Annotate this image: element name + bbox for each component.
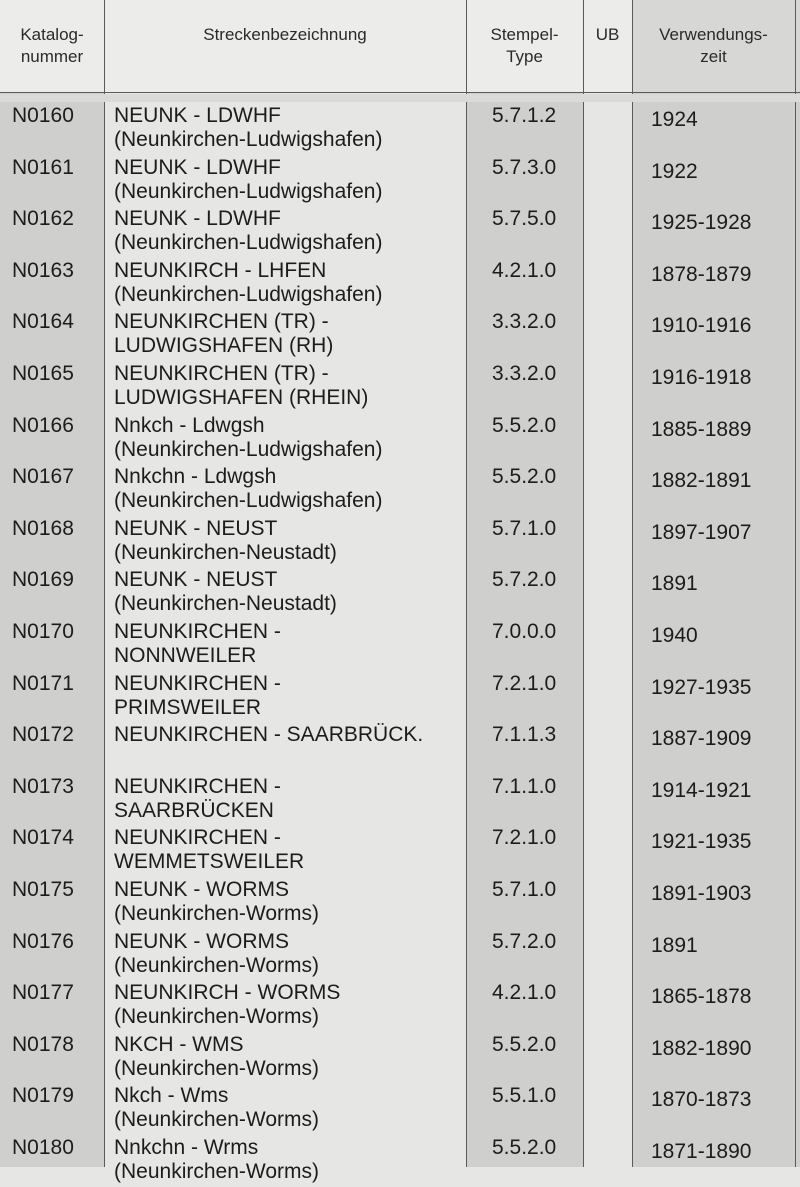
route-line1: NKCH - WMS [114, 1032, 244, 1056]
table-row [0, 259, 800, 311]
route-name [114, 1084, 319, 1132]
usage-time: 1927-1935 [651, 675, 752, 699]
usage-time: 1940 [651, 623, 698, 647]
catalog-number: N0177 [12, 981, 74, 1005]
route-line1: NEUNKIRCHEN (TR) - [114, 361, 329, 385]
catalog-number: N0165 [12, 361, 74, 385]
usage-time: 1887-1909 [651, 727, 752, 751]
route-name [114, 1033, 319, 1081]
stamp-type: 7.2.1.0 [492, 826, 557, 850]
catalog-number: N0180 [12, 1135, 74, 1159]
route-line2: (Neunkirchen-Worms) [114, 1005, 319, 1029]
catalog-number: N0172 [12, 723, 74, 747]
table-row [0, 775, 800, 827]
header-type-line1: Stempel- [490, 25, 559, 44]
route-name [114, 826, 304, 874]
catalog-number: N0174 [12, 826, 74, 850]
route-name [114, 930, 319, 978]
catalog-number: N0170 [12, 619, 74, 643]
header-time-line1: Verwendungs- [659, 25, 768, 44]
route-line2: (Neunkirchen-Worms) [114, 953, 319, 977]
catalog-number: N0164 [12, 310, 74, 334]
route-line2: WEMMETSWEILER [114, 850, 305, 874]
stamp-type: 5.5.1.0 [492, 1084, 557, 1108]
route-line1: Nnkchn - Ldwgsh [114, 465, 277, 489]
route-line1: NEUNKIRCHEN - [114, 671, 281, 695]
stamp-type: 5.5.2.0 [492, 465, 557, 489]
header-number-line1: Katalog- [20, 25, 84, 44]
catalog-number: N0173 [12, 774, 74, 798]
header-ub-label: UB [595, 25, 620, 44]
route-line2: (Neunkirchen-Worms) [114, 1159, 319, 1183]
route-line2: (Neunkirchen-Neustadt) [114, 540, 337, 564]
route-line1: NEUNKIRCH - WORMS [114, 981, 341, 1005]
route-name [114, 156, 382, 204]
route-line1: Nkch - Wms [114, 1084, 229, 1108]
usage-time: 1885-1889 [651, 417, 752, 441]
route-line1: NEUNK - LDWHF [114, 104, 281, 127]
stamp-type: 5.5.2.0 [492, 413, 557, 437]
catalog-number: N0160 [12, 104, 74, 127]
stamp-type: 3.3.2.0 [492, 310, 557, 334]
table-row [0, 878, 800, 930]
stamp-type: 5.7.3.0 [492, 155, 557, 179]
route-line2: (Neunkirchen-Neustadt) [114, 592, 337, 616]
table-row [0, 207, 800, 259]
stamp-type: 7.0.0.0 [492, 619, 557, 643]
route-line1: NEUNK - WORMS [114, 877, 289, 901]
header-ub [583, 0, 632, 92]
route-line1: NEUNK - LDWHF [114, 207, 281, 231]
table-row [0, 1084, 800, 1136]
header-divider [0, 92, 800, 93]
route-line1: NEUNKIRCHEN (TR) - [114, 310, 329, 334]
route-line2: (Neunkirchen-Ludwigshafen) [114, 489, 383, 513]
stamp-type: 5.7.1.0 [492, 516, 557, 540]
route-line2: (Neunkirchen-Ludwigshafen) [114, 179, 383, 203]
stamp-type: 5.7.5.0 [492, 207, 557, 231]
catalog-rows [0, 104, 800, 1187]
route-line2: (Neunkirchen-Ludwigshafen) [114, 282, 383, 306]
route-line2: (Neunkirchen-Ludwigshafen) [114, 437, 383, 461]
route-line1: NEUNKIRCHEN - SAARBRÜCK. [114, 723, 424, 747]
route-line2: NONNWEILER [114, 643, 257, 667]
catalog-number: N0176 [12, 929, 74, 953]
table-row [0, 1033, 800, 1085]
route-name [114, 775, 281, 823]
catalog-number: N0161 [12, 155, 74, 179]
table-row [0, 930, 800, 982]
usage-time: 1882-1890 [651, 1036, 752, 1060]
table-row [0, 620, 800, 672]
usage-time: 1891 [651, 933, 698, 957]
route-name [114, 878, 319, 926]
header-gap [0, 94, 800, 102]
usage-time: 1921-1935 [651, 830, 752, 854]
route-line2: LUDWIGSHAFEN (RHEIN) [114, 385, 369, 409]
route-name [114, 465, 382, 513]
usage-time: 1871-1890 [651, 1139, 752, 1163]
route-line1: Nnkch - Ldwgsh [114, 413, 265, 437]
route-name [114, 620, 281, 668]
header-time-line2: zeit [700, 47, 727, 66]
header-type [466, 0, 583, 92]
usage-time: 1870-1873 [651, 1088, 752, 1112]
header-number [0, 0, 104, 92]
stamp-type: 4.2.1.0 [492, 981, 557, 1005]
table-row [0, 156, 800, 208]
usage-time: 1910-1916 [651, 314, 752, 338]
catalog-number: N0175 [12, 877, 74, 901]
stamp-type: 5.7.2.0 [492, 568, 557, 592]
route-line1: NEUNKIRCHEN - [114, 774, 281, 798]
route-line1: NEUNK - WORMS [114, 929, 289, 953]
route-line2: (Neunkirchen-Worms) [114, 901, 319, 925]
usage-time: 1922 [651, 159, 698, 183]
table-row [0, 310, 800, 362]
route-name [114, 517, 337, 565]
table-row [0, 672, 800, 724]
stamp-type: 5.5.2.0 [492, 1135, 557, 1159]
route-name [114, 723, 423, 771]
table-row [0, 517, 800, 569]
table-row [0, 981, 800, 1033]
usage-time: 1897-1907 [651, 520, 752, 544]
stamp-type: 7.1.1.0 [492, 774, 557, 798]
stamp-type: 7.1.1.3 [492, 723, 557, 747]
header-number-line2: nummer [20, 47, 84, 66]
header-route-label: Streckenbezeichnung [203, 25, 367, 44]
route-name [114, 362, 368, 410]
table-row [0, 362, 800, 414]
catalog-number: N0178 [12, 1032, 74, 1056]
route-line1: NEUNK - NEUST [114, 516, 278, 540]
route-line1: NEUNKIRCHEN - [114, 826, 281, 850]
route-line2: LUDWIGSHAFEN (RH) [114, 334, 334, 358]
table-row [0, 568, 800, 620]
route-name [114, 1136, 319, 1184]
catalog-number: N0167 [12, 465, 74, 489]
route-line1: NEUNKIRCHEN - [114, 619, 281, 643]
usage-time: 1878-1879 [651, 262, 752, 286]
table-row [0, 465, 800, 517]
route-line2 [114, 747, 423, 771]
header-route [104, 0, 466, 92]
stamp-type: 5.7.1.2 [492, 104, 557, 127]
route-line2: SAARBRÜCKEN [114, 798, 274, 822]
route-name [114, 259, 382, 307]
table-row [0, 104, 800, 156]
catalog-number: N0162 [12, 207, 74, 231]
stamp-type: 5.7.2.0 [492, 929, 557, 953]
route-name [114, 568, 337, 616]
route-line2: (Neunkirchen-Ludwigshafen) [114, 128, 383, 151]
route-line2: (Neunkirchen-Worms) [114, 1108, 319, 1132]
route-name [114, 310, 333, 358]
usage-time: 1882-1891 [651, 469, 752, 493]
catalog-number: N0179 [12, 1084, 74, 1108]
route-line2: (Neunkirchen-Ludwigshafen) [114, 231, 383, 255]
stamp-type: 7.2.1.0 [492, 671, 557, 695]
route-line1: NEUNK - LDWHF [114, 155, 281, 179]
route-name [114, 414, 382, 462]
route-name [114, 207, 382, 255]
route-name [114, 981, 340, 1029]
table-row [0, 826, 800, 878]
stamp-type: 4.2.1.0 [492, 258, 557, 282]
stamp-type: 5.7.1.0 [492, 877, 557, 901]
stamp-type: 5.5.2.0 [492, 1032, 557, 1056]
catalog-number: N0168 [12, 516, 74, 540]
usage-time: 1865-1878 [651, 985, 752, 1009]
route-line1: Nnkchn - Wrms [114, 1135, 259, 1159]
usage-time: 1891-1903 [651, 881, 752, 905]
header-time [632, 0, 795, 92]
usage-time: 1924 [651, 108, 698, 131]
route-line2: PRIMSWEILER [114, 695, 262, 719]
stamp-type: 3.3.2.0 [492, 361, 557, 385]
catalog-number: N0166 [12, 413, 74, 437]
catalog-number: N0169 [12, 568, 74, 592]
route-name [114, 104, 382, 152]
usage-time: 1891 [651, 572, 698, 596]
usage-time: 1925-1928 [651, 211, 752, 235]
route-line1: NEUNKIRCH - LHFEN [114, 258, 327, 282]
table-row [0, 414, 800, 466]
usage-time: 1916-1918 [651, 365, 752, 389]
route-line1: NEUNK - NEUST [114, 568, 278, 592]
table-row [0, 1136, 800, 1187]
usage-time: 1914-1921 [651, 778, 752, 802]
table-row [0, 723, 800, 775]
route-line2: (Neunkirchen-Worms) [114, 1056, 319, 1080]
catalog-number: N0163 [12, 258, 74, 282]
catalog-number: N0171 [12, 671, 74, 695]
route-name [114, 672, 281, 720]
header-type-line2: Type [506, 47, 543, 66]
